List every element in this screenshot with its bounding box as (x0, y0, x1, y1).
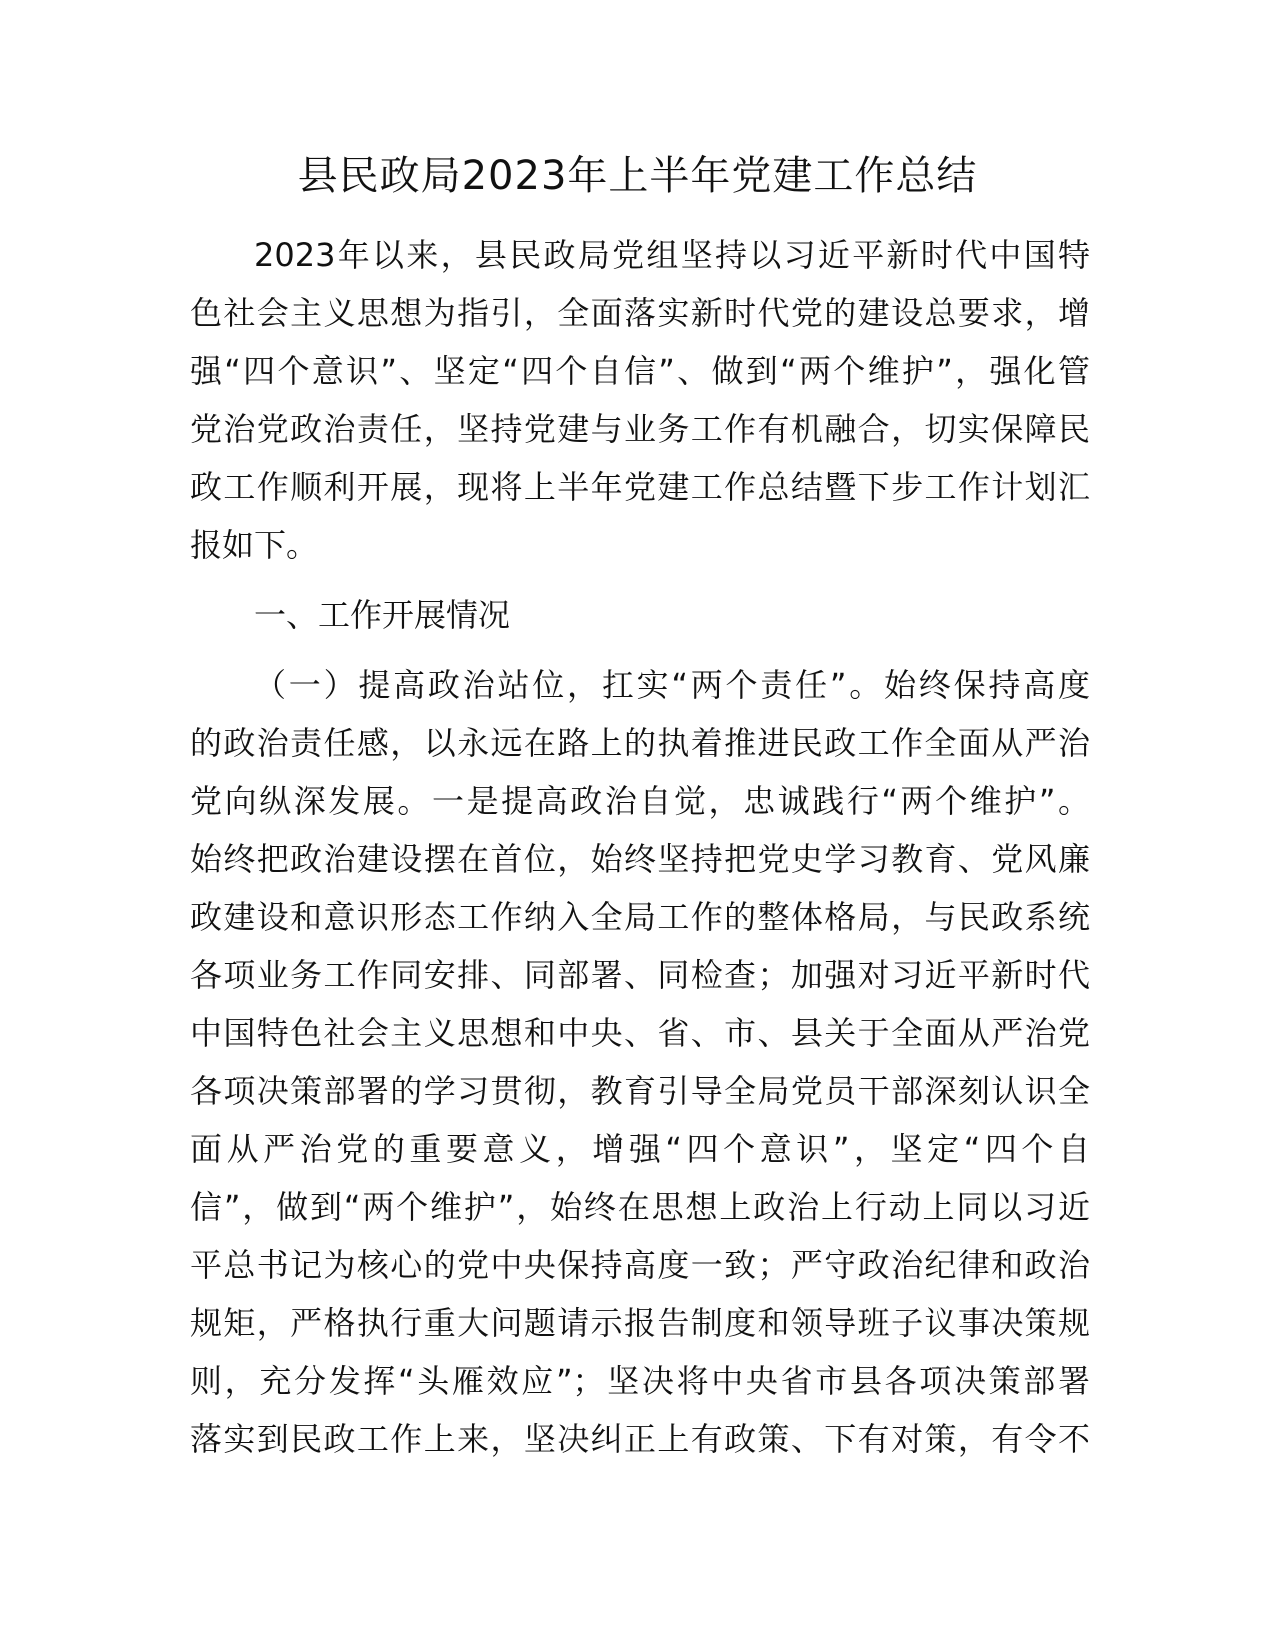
paragraph-line: 政建设和意识形态工作纳入全局工作的整体格局，与民政系统 (190, 898, 1090, 936)
paragraph-line: 中国特色社会主义思想和中央、省、市、县关于全面从严治党 (190, 1014, 1090, 1052)
paragraph-line: 2023年以来，县民政局党组坚持以习近平新时代中国特 (254, 236, 1090, 274)
paragraph-line: 信”，做到“两个维护”，始终在思想上政治上行动上同以习近 (190, 1188, 1090, 1226)
section-heading (190, 586, 1090, 644)
section-one-paragraph (190, 656, 1090, 1468)
document-title: 县民政局2023年上半年党建工作总结 (297, 153, 978, 199)
paragraph-line: 政工作顺利开展，现将上半年党建工作总结暨下步工作计划汇 (190, 468, 1090, 506)
section-heading-text: 一、工作开展情况 (254, 596, 511, 634)
paragraph-line: （一）提高政治站位，扛实“两个责任”。始终保持高度 (254, 666, 1090, 704)
paragraph-line: 规矩，严格执行重大问题请示报告制度和领导班子议事决策规 (190, 1304, 1090, 1342)
paragraph-line: 则，充分发挥“头雁效应”；坚决将中央省市县各项决策部署 (190, 1362, 1090, 1400)
paragraph-line: 落实到民政工作上来，坚决纠正上有政策、下有对策，有令不 (190, 1420, 1090, 1458)
paragraph-line: 强“四个意识”、坚定“四个自信”、做到“两个维护”，强化管 (190, 352, 1090, 390)
paragraph-line: 各项业务工作同安排、同部署、同检查；加强对习近平新时代 (190, 956, 1090, 994)
paragraph-line: 各项决策部署的学习贯彻，教育引导全局党员干部深刻认识全 (190, 1072, 1090, 1110)
paragraph-line: 平总书记为核心的党中央保持高度一致；严守政治纪律和政治 (190, 1246, 1090, 1284)
paragraph-line: 党治党政治责任，坚持党建与业务工作有机融合，切实保障民 (190, 410, 1090, 448)
intro-paragraph (190, 226, 1090, 574)
paragraph-line: 色社会主义思想为指引，全面落实新时代党的建设总要求，增 (190, 294, 1090, 332)
paragraph-line: 党向纵深发展。一是提高政治自觉，忠诚践行“两个维护”。 (190, 782, 1090, 820)
paragraph-line: 的政治责任感，以永远在路上的执着推进民政工作全面从严治 (190, 724, 1090, 762)
paragraph-line: 报如下。 (190, 526, 319, 564)
paragraph-line: 始终把政治建设摆在首位，始终坚持把党史学习教育、党风廉 (190, 840, 1090, 878)
paragraph-line: 面从严治党的重要意义，增强“四个意识”，坚定“四个自 (190, 1130, 1090, 1168)
